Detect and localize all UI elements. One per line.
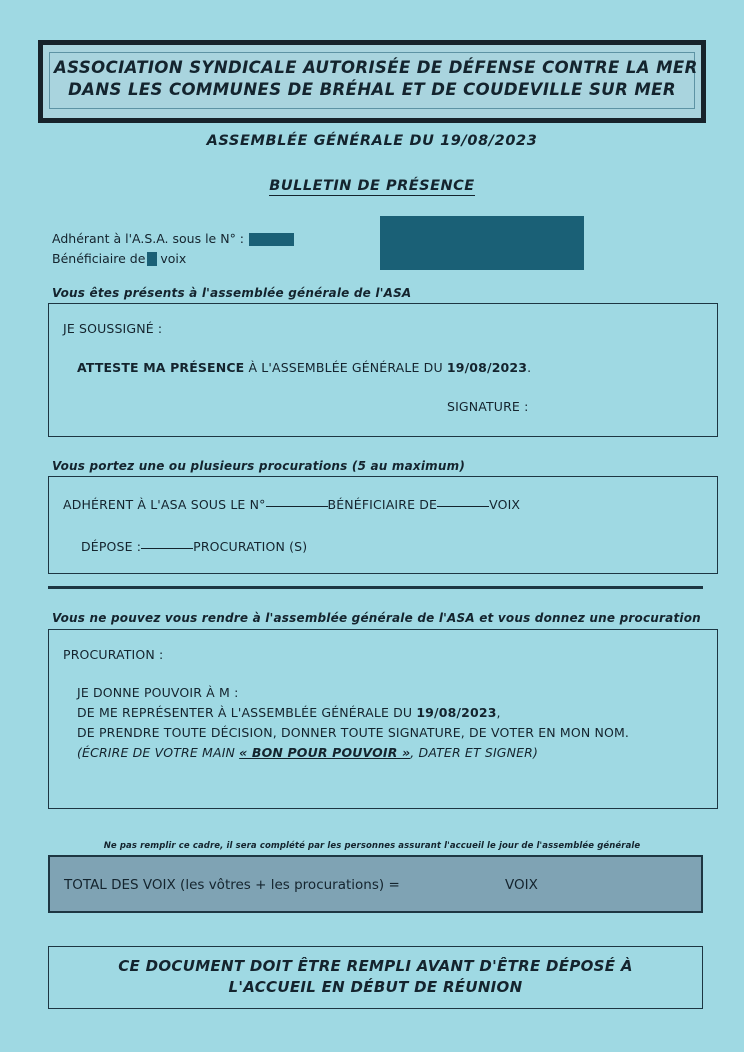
proxy-instruction-suffix: , DATER ET SIGNER) xyxy=(410,745,539,760)
organization-header-inner xyxy=(49,52,698,109)
attestation-rest-text: À L'ASSEMBLÉE GÉNÉRALE DU xyxy=(244,360,447,375)
proxy-given-box xyxy=(48,629,718,809)
undersigned-label: JE SOUSSIGNÉ : xyxy=(63,321,163,336)
proxy-instruction-quoted: « BON POUR POUVOIR » xyxy=(239,745,411,760)
proxy-instruction-line xyxy=(77,745,538,760)
proxy-adherent-number-field[interactable] xyxy=(266,506,328,507)
proxy-deposit-label: DÉPOSE : xyxy=(81,539,142,554)
assembly-title: ASSEMBLÉE GÉNÉRALE DU 19/08/2023 xyxy=(206,133,538,149)
presence-box xyxy=(48,303,718,437)
proxy-deposit-count-field[interactable] xyxy=(141,548,193,549)
proxy-deposit-line xyxy=(81,539,307,554)
procuration-title: PROCURATION : xyxy=(63,647,164,662)
attestation-line xyxy=(77,360,531,375)
adherent-number-label: Adhérant à l'A.S.A. sous le N° : xyxy=(52,231,244,246)
organization-header-box xyxy=(38,40,706,123)
signature-label: SIGNATURE : xyxy=(447,399,529,414)
adherent-voix-row xyxy=(52,249,294,269)
proxy-grant-line: JE DONNE POUVOIR À M : xyxy=(77,685,239,700)
proxy-represent-line xyxy=(77,705,501,720)
proxy-represent-comma: , xyxy=(496,705,501,720)
section-divider xyxy=(48,586,703,589)
total-box-caption: Ne pas remplir ce cadre, il sera complété par les personnes assurant l'accueil le jour de l'assemblée générale xyxy=(103,841,641,851)
footer-notice-line-1: CE DOCUMENT DOIT ÊTRE REMPLI AVANT D'ÊTRE DÉPOSÉ À xyxy=(118,957,633,975)
proxy-represent-date: 19/08/2023 xyxy=(416,705,497,720)
proxy-adherent-label: ADHÉRENT À L'ASA SOUS LE N° xyxy=(63,497,266,512)
proxy-adherent-line xyxy=(63,497,520,512)
proxy-voix-count-field[interactable] xyxy=(437,506,489,507)
proxies-carried-section-heading: Vous portez une ou plusieurs procurations (5 au maximum) xyxy=(52,459,466,473)
proxy-beneficiary-label: BÉNÉFICIAIRE DE xyxy=(327,497,438,512)
proxy-powers-line: DE PRENDRE TOUTE DÉCISION, DONNER TOUTE SIGNATURE, DE VOTER EN MON NOM. xyxy=(77,725,630,740)
organization-name-line-2: DANS LES COMMUNES DE BRÉHAL ET DE COUDEVILLE SUR MER xyxy=(68,80,676,100)
proxy-deposit-unit: PROCURATION (S) xyxy=(193,539,308,554)
adherent-voix-label-before: Bénéficiaire de xyxy=(52,251,146,267)
footer-notice-box xyxy=(48,946,703,1009)
proxy-given-section-heading: Vous ne pouvez vous rendre à l'assemblée générale de l'ASA et vous donnez une procuration xyxy=(52,611,701,625)
bulletin-title xyxy=(0,178,744,194)
organization-name-line-1: ASSOCIATION SYNDICALE AUTORISÉE DE DÉFENSE CONTRE LA MER xyxy=(54,58,698,77)
proxies-carried-box xyxy=(48,476,718,574)
proxy-instruction-prefix: (ÉCRIRE DE VOTRE MAIN xyxy=(77,745,240,760)
adherent-voix-redaction xyxy=(147,252,157,266)
adherent-info-block xyxy=(52,229,294,270)
presence-section-heading: Vous êtes présents à l'assemblée générale de l'ASA xyxy=(52,286,412,300)
total-voix-unit: VOIX xyxy=(505,877,538,893)
attestation-bold-text: ATTESTE MA PRÉSENCE xyxy=(77,360,245,375)
proxy-represent-text: DE ME REPRÉSENTER À L'ASSEMBLÉE GÉNÉRALE DU xyxy=(77,705,417,720)
bulletin-title-text: BULLETIN DE PRÉSENCE xyxy=(269,178,475,194)
attestation-date: 19/08/2023 xyxy=(446,360,528,375)
adherent-voix-label-after: voix xyxy=(160,251,187,267)
footer-notice-line-2: L'ACCUEIL EN DÉBUT DE RÉUNION xyxy=(228,977,523,996)
adherent-name-redaction xyxy=(380,216,584,270)
adherent-number-redaction xyxy=(249,233,294,246)
total-voix-label: TOTAL DES VOIX (les vôtres + les procurations) = xyxy=(64,877,400,893)
adherent-number-row xyxy=(52,229,294,249)
attestation-period: . xyxy=(527,360,532,375)
proxy-voix-unit: VOIX xyxy=(489,497,521,512)
total-voix-box xyxy=(48,855,703,913)
